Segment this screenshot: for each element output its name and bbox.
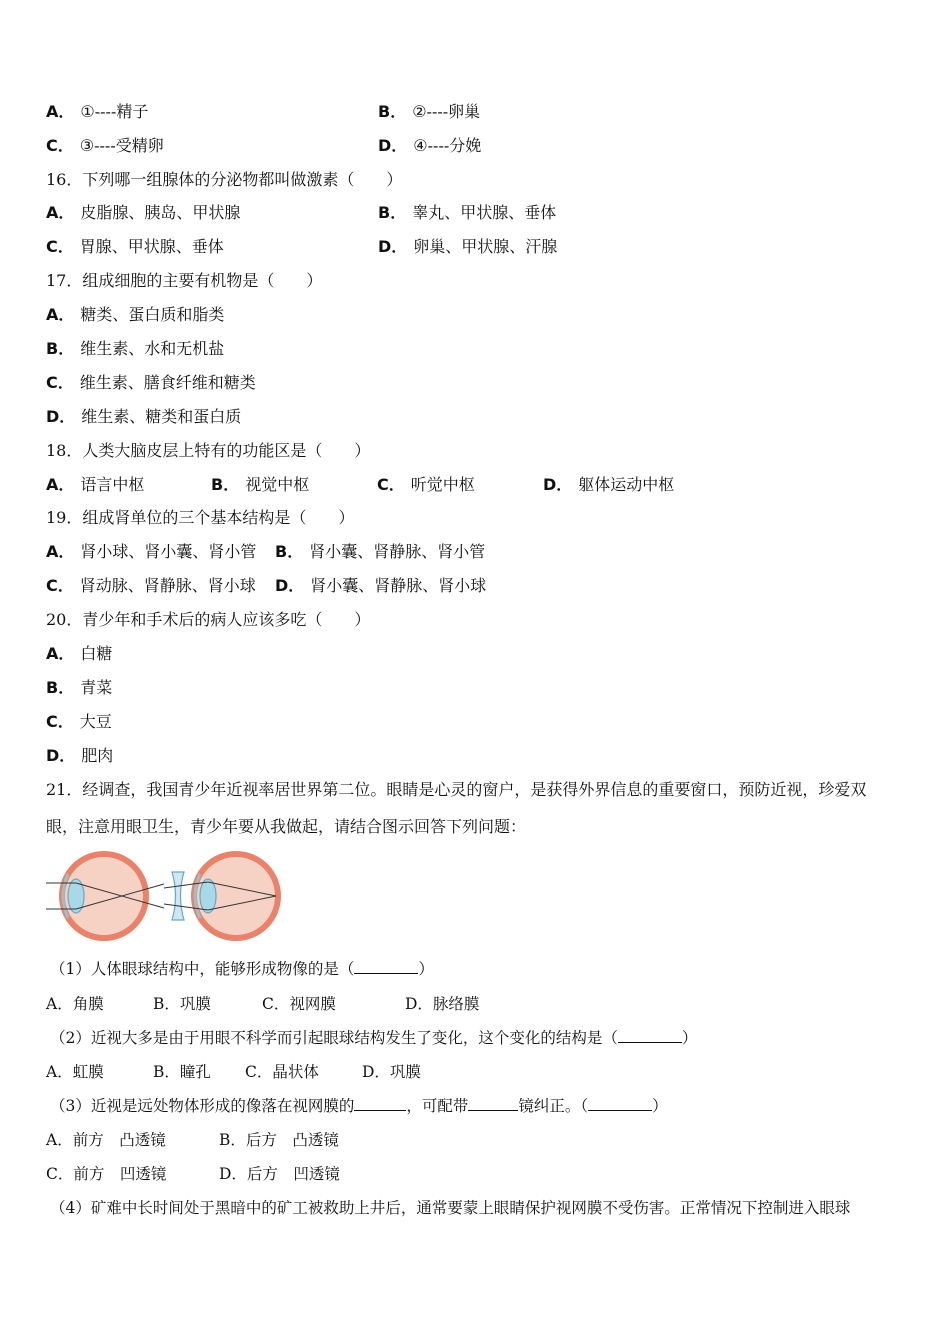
q17-option-d[interactable]: D． 维生素、糖类和蛋白质 bbox=[46, 407, 242, 426]
q21-p2-option-a[interactable]: A．虹膜 bbox=[46, 1063, 104, 1081]
answer-blank[interactable] bbox=[354, 1096, 406, 1111]
q16-stem: 16．下列哪一组腺体的分泌物都叫做激素（ ） bbox=[46, 170, 403, 189]
q18-option-b[interactable]: B． 视觉中枢 bbox=[211, 475, 310, 494]
q21-stem-line1: 21．经调查，我国青少年近视率居世界第二位。眼睛是心灵的窗户，是获得外界信息的重要窗口，预防近视，珍爱双 bbox=[46, 780, 867, 799]
q15-option-d[interactable]: D． ④----分娩 bbox=[378, 136, 482, 155]
q19-option-a[interactable]: A． 肾小球、肾小囊、肾小管 bbox=[46, 542, 257, 561]
q21-p2-option-d[interactable]: D．巩膜 bbox=[362, 1063, 421, 1081]
q21-p1-option-b[interactable]: B．巩膜 bbox=[153, 995, 211, 1013]
q15-option-c[interactable]: C． ③----受精卵 bbox=[46, 136, 164, 155]
q21-p2-option-b[interactable]: B．瞳孔 bbox=[153, 1063, 211, 1081]
q20-option-d[interactable]: D． 肥肉 bbox=[46, 746, 114, 765]
q21-p1-option-d[interactable]: D．脉络膜 bbox=[405, 995, 480, 1013]
q15-option-a[interactable]: A． ①----精子 bbox=[46, 102, 149, 121]
q18-option-d[interactable]: D． 躯体运动中枢 bbox=[543, 475, 675, 494]
eye-diagram bbox=[46, 850, 282, 942]
q21-p3-option-d[interactable]: D．后方 凹透镜 bbox=[219, 1165, 340, 1183]
q21-p1-option-a[interactable]: A．角膜 bbox=[46, 995, 104, 1013]
answer-blank[interactable] bbox=[618, 1028, 682, 1043]
q18-option-c[interactable]: C． 听觉中枢 bbox=[377, 475, 475, 494]
q19-option-c[interactable]: C． 肾动脉、肾静脉、肾小球 bbox=[46, 576, 256, 595]
q21-p3-stem: （3）近视是远处物体形成的像落在视网膜的 ，可配带 镜纠正。（ ） bbox=[50, 1097, 668, 1115]
q19-option-d[interactable]: D． 肾小囊、肾静脉、肾小球 bbox=[275, 576, 487, 595]
q17-stem: 17．组成细胞的主要有机物是（ ） bbox=[46, 271, 323, 290]
q20-option-b[interactable]: B． 青菜 bbox=[46, 678, 113, 697]
q20-stem: 20．青少年和手术后的病人应该多吃（ ） bbox=[46, 610, 371, 629]
answer-blank[interactable] bbox=[468, 1096, 518, 1111]
q15-option-b[interactable]: B． ②----卵巢 bbox=[378, 102, 481, 121]
q19-stem: 19．组成肾单位的三个基本结构是（ ） bbox=[46, 508, 355, 527]
concave-lens bbox=[172, 872, 184, 920]
q16-option-a[interactable]: A． 皮脂腺、胰岛、甲状腺 bbox=[46, 203, 241, 222]
q21-stem-line2: 眼，注意用眼卫生，青少年要从我做起，请结合图示回答下列问题： bbox=[46, 817, 527, 836]
q19-option-b[interactable]: B． 肾小囊、肾静脉、肾小管 bbox=[275, 542, 486, 561]
q16-option-c[interactable]: C． 胃腺、甲状腺、垂体 bbox=[46, 237, 224, 256]
q20-option-c[interactable]: C． 大豆 bbox=[46, 712, 112, 731]
answer-blank[interactable] bbox=[588, 1096, 652, 1111]
q21-p3-option-c[interactable]: C．前方 凹透镜 bbox=[46, 1165, 167, 1183]
q21-p1-option-c[interactable]: C．视网膜 bbox=[262, 995, 336, 1013]
q20-option-a[interactable]: A． 白糖 bbox=[46, 644, 113, 663]
answer-blank[interactable] bbox=[354, 959, 418, 974]
q21-p2-stem: （2）近视大多是由于用眼不科学而引起眼球结构发生了变化，这个变化的结构是（ ） bbox=[50, 1029, 698, 1047]
q17-option-c[interactable]: C． 维生素、膳食纤维和糖类 bbox=[46, 373, 256, 392]
q21-p1-stem: （1）人体眼球结构中，能够形成物像的是（ ） bbox=[50, 960, 434, 978]
q18-stem: 18．人类大脑皮层上特有的功能区是（ ） bbox=[46, 441, 371, 460]
q21-p2-option-c[interactable]: C．晶状体 bbox=[245, 1063, 319, 1081]
q16-option-d[interactable]: D． 卵巢、甲状腺、汗腺 bbox=[378, 237, 558, 256]
q17-option-b[interactable]: B． 维生素、水和无机盐 bbox=[46, 339, 225, 358]
myopic-eye bbox=[46, 854, 164, 938]
q16-option-b[interactable]: B． 睾丸、甲状腺、垂体 bbox=[378, 203, 557, 222]
q21-p4-stem: （4）矿难中长时间处于黑暗中的矿工被救助上井后，通常要蒙上眼睛保护视网膜不受伤害。正常情况下控制进入眼球 bbox=[50, 1199, 851, 1217]
q18-option-a[interactable]: A． 语言中枢 bbox=[46, 475, 145, 494]
q21-p3-option-a[interactable]: A．前方 凸透镜 bbox=[46, 1131, 166, 1149]
q21-p3-option-b[interactable]: B．后方 凸透镜 bbox=[219, 1131, 339, 1149]
q17-option-a[interactable]: A． 糖类、蛋白质和脂类 bbox=[46, 305, 225, 324]
